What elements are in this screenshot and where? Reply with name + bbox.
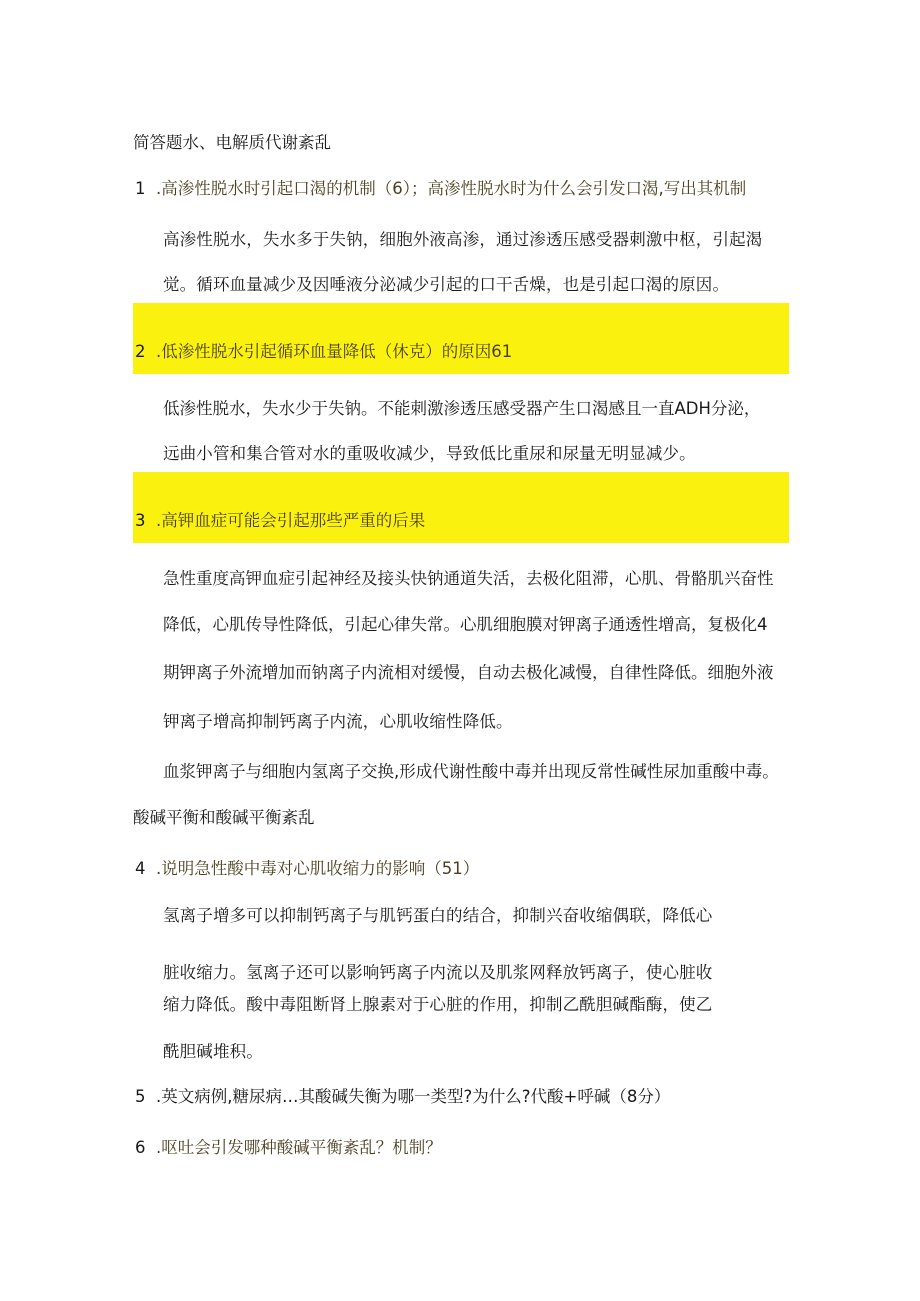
- answer-line: 远曲小管和集合管对水的重吸收减少，导致低比重尿和尿量无明显减少。: [163, 444, 696, 463]
- question-text: .呕吐会引发哪种酸碱平衡紊乱？机制？: [156, 1138, 442, 1157]
- answer-line: 低渗性脱水，失水少于失钠。不能刺激渗透压感受器产生口渴感且一直ADH分泌，: [163, 399, 761, 418]
- answer-line: 期钾离子外流增加而钠离子内流相对缓慢，自动去极化减慢，自律性降低。细胞外液: [163, 663, 774, 682]
- answer-line: 觉。循环血量减少及因唾液分泌减少引起的口干舌燥，也是引起口渴的原因。: [163, 275, 730, 294]
- answer-line: 脏收缩力。氢离子还可以影响钙离子内流以及肌浆网释放钙离子，使心脏收: [163, 963, 713, 982]
- question-number: 5: [135, 1087, 146, 1106]
- question-number: 6: [135, 1138, 146, 1157]
- question-text: .英文病例,糖尿病…其酸碱失衡为哪一类型?为什么?代酸+呼碱（8分）: [156, 1087, 671, 1106]
- question-number: 3: [135, 511, 146, 530]
- answer-line: 急性重度高钾血症引起神经及接头快钠通道失活，去极化阻滞，心肌、骨骼肌兴奋性: [163, 569, 774, 588]
- answer-line: 酰胆碱堆积。: [163, 1042, 263, 1061]
- question-text: .说明急性酸中毒对心肌收缩力的影响（51）: [156, 859, 480, 878]
- question-text: .高渗性脱水时引起口渴的机制（6）；高渗性脱水时为什么会引发口渴,写出其机制: [156, 179, 747, 198]
- question-text: .高钾血症可能会引起那些严重的后果: [156, 511, 426, 530]
- question-number: 2: [135, 342, 146, 361]
- question-text: .低渗性脱水引起循环血量降低（休克）的原因61: [156, 342, 513, 361]
- answer-line: 钾离子增高抑制钙离子内流，心肌收缩性降低。: [163, 712, 513, 731]
- answer-line: 降低，心肌传导性降低，引起心律失常。心肌细胞膜对钾离子通透性增高，复极化4: [163, 615, 768, 634]
- answer-line: 高渗性脱水，失水多于失钠，细胞外液高渗，通过渗透压感受器刺激中枢，引起渴: [163, 230, 763, 249]
- answer-line: 氢离子增多可以抑制钙离子与肌钙蛋白的结合，抑制兴奋收缩偶联，降低心: [163, 906, 713, 925]
- section-title-electrolyte: 简答题水、电解质代谢紊乱: [133, 133, 331, 152]
- answer-line: 血浆钾离子与细胞内氢离子交换,形成代谢性酸中毒并出现反常性碱性尿加重酸中毒。: [163, 762, 779, 781]
- answer-line: 缩力降低。酸中毒阻断肾上腺素对于心脏的作用，抑制乙酰胆碱酯酶，使乙: [163, 995, 713, 1014]
- question-number: 1: [135, 179, 146, 198]
- question-number: 4: [135, 859, 146, 878]
- section-title-acid-base: 酸碱平衡和酸碱平衡紊乱: [133, 808, 315, 827]
